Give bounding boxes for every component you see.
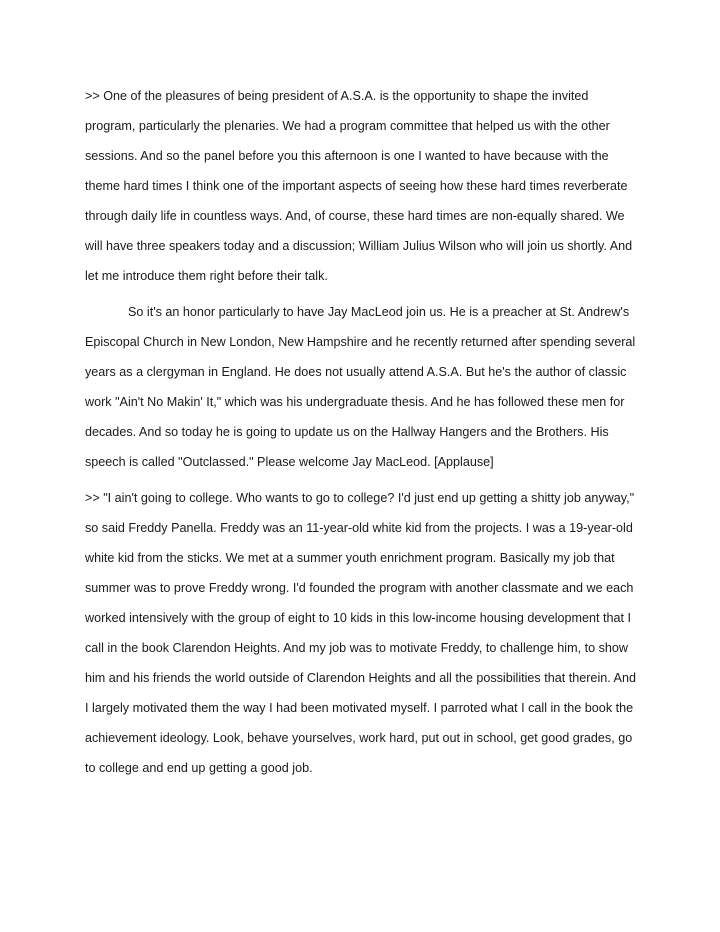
paragraph-speech-opening: >> "I ain't going to college. Who wants to go to college? I'd just end up getting a shitty job anyway," so said Freddy Panella. Freddy was an 11-year-old white kid from the projects. I was a 19-year-old white kid from the sticks. We met at a summer youth enrichment program. Basically my job that summer was to prove Freddy wrong. I'd founded the program with another classmate and we each worked intensively with the group of eight to 10 kids in this low-income housing development that I call in the book Clarendon Heights. And my job was to motivate Freddy, to challenge him, to show him and his friends the world outside of Clarendon Heights and all the possibilities that therein. And I largely motivated them the way I had been motivated myself. I parroted what I call in the book the achievement ideology. Look, behave yourselves, work hard, put out in school, get good grades, go to college and end up getting a good job. (85, 491, 636, 775)
paragraph-opening-remarks: >> One of the pleasures of being president of A.S.A. is the opportunity to shape the invited program, particularly the plenaries. We had a program committee that helped us with the other sessions. And so the panel before you this afternoon is one I wanted to have because with the theme hard times I think one of the important aspects of seeing how these hard times reverberate through daily life in countless ways. And, of course, these hard times are non-equally shared. We will have three speakers today and a discussion; William Julius Wilson who will join us shortly. And let me introduce them right before their talk. (85, 89, 633, 283)
document-page (85, 81, 640, 789)
paragraph-speaker-introduction: So it's an honor particularly to have Jay MacLeod join us. He is a preacher at St. Andrew's Episcopal Church in New London, New Hampshire and he recently returned after spending several years as a clergyman in England. He does not usually attend A.S.A. But he's the author of classic work "Ain't No Makin' It," which was his undergraduate thesis. And he has followed these men for decades. And so today he is going to update us on the Hallway Hangers and the Brothers. His speech is called "Outclassed." Please welcome Jay MacLeod. [Applause] (85, 305, 636, 469)
